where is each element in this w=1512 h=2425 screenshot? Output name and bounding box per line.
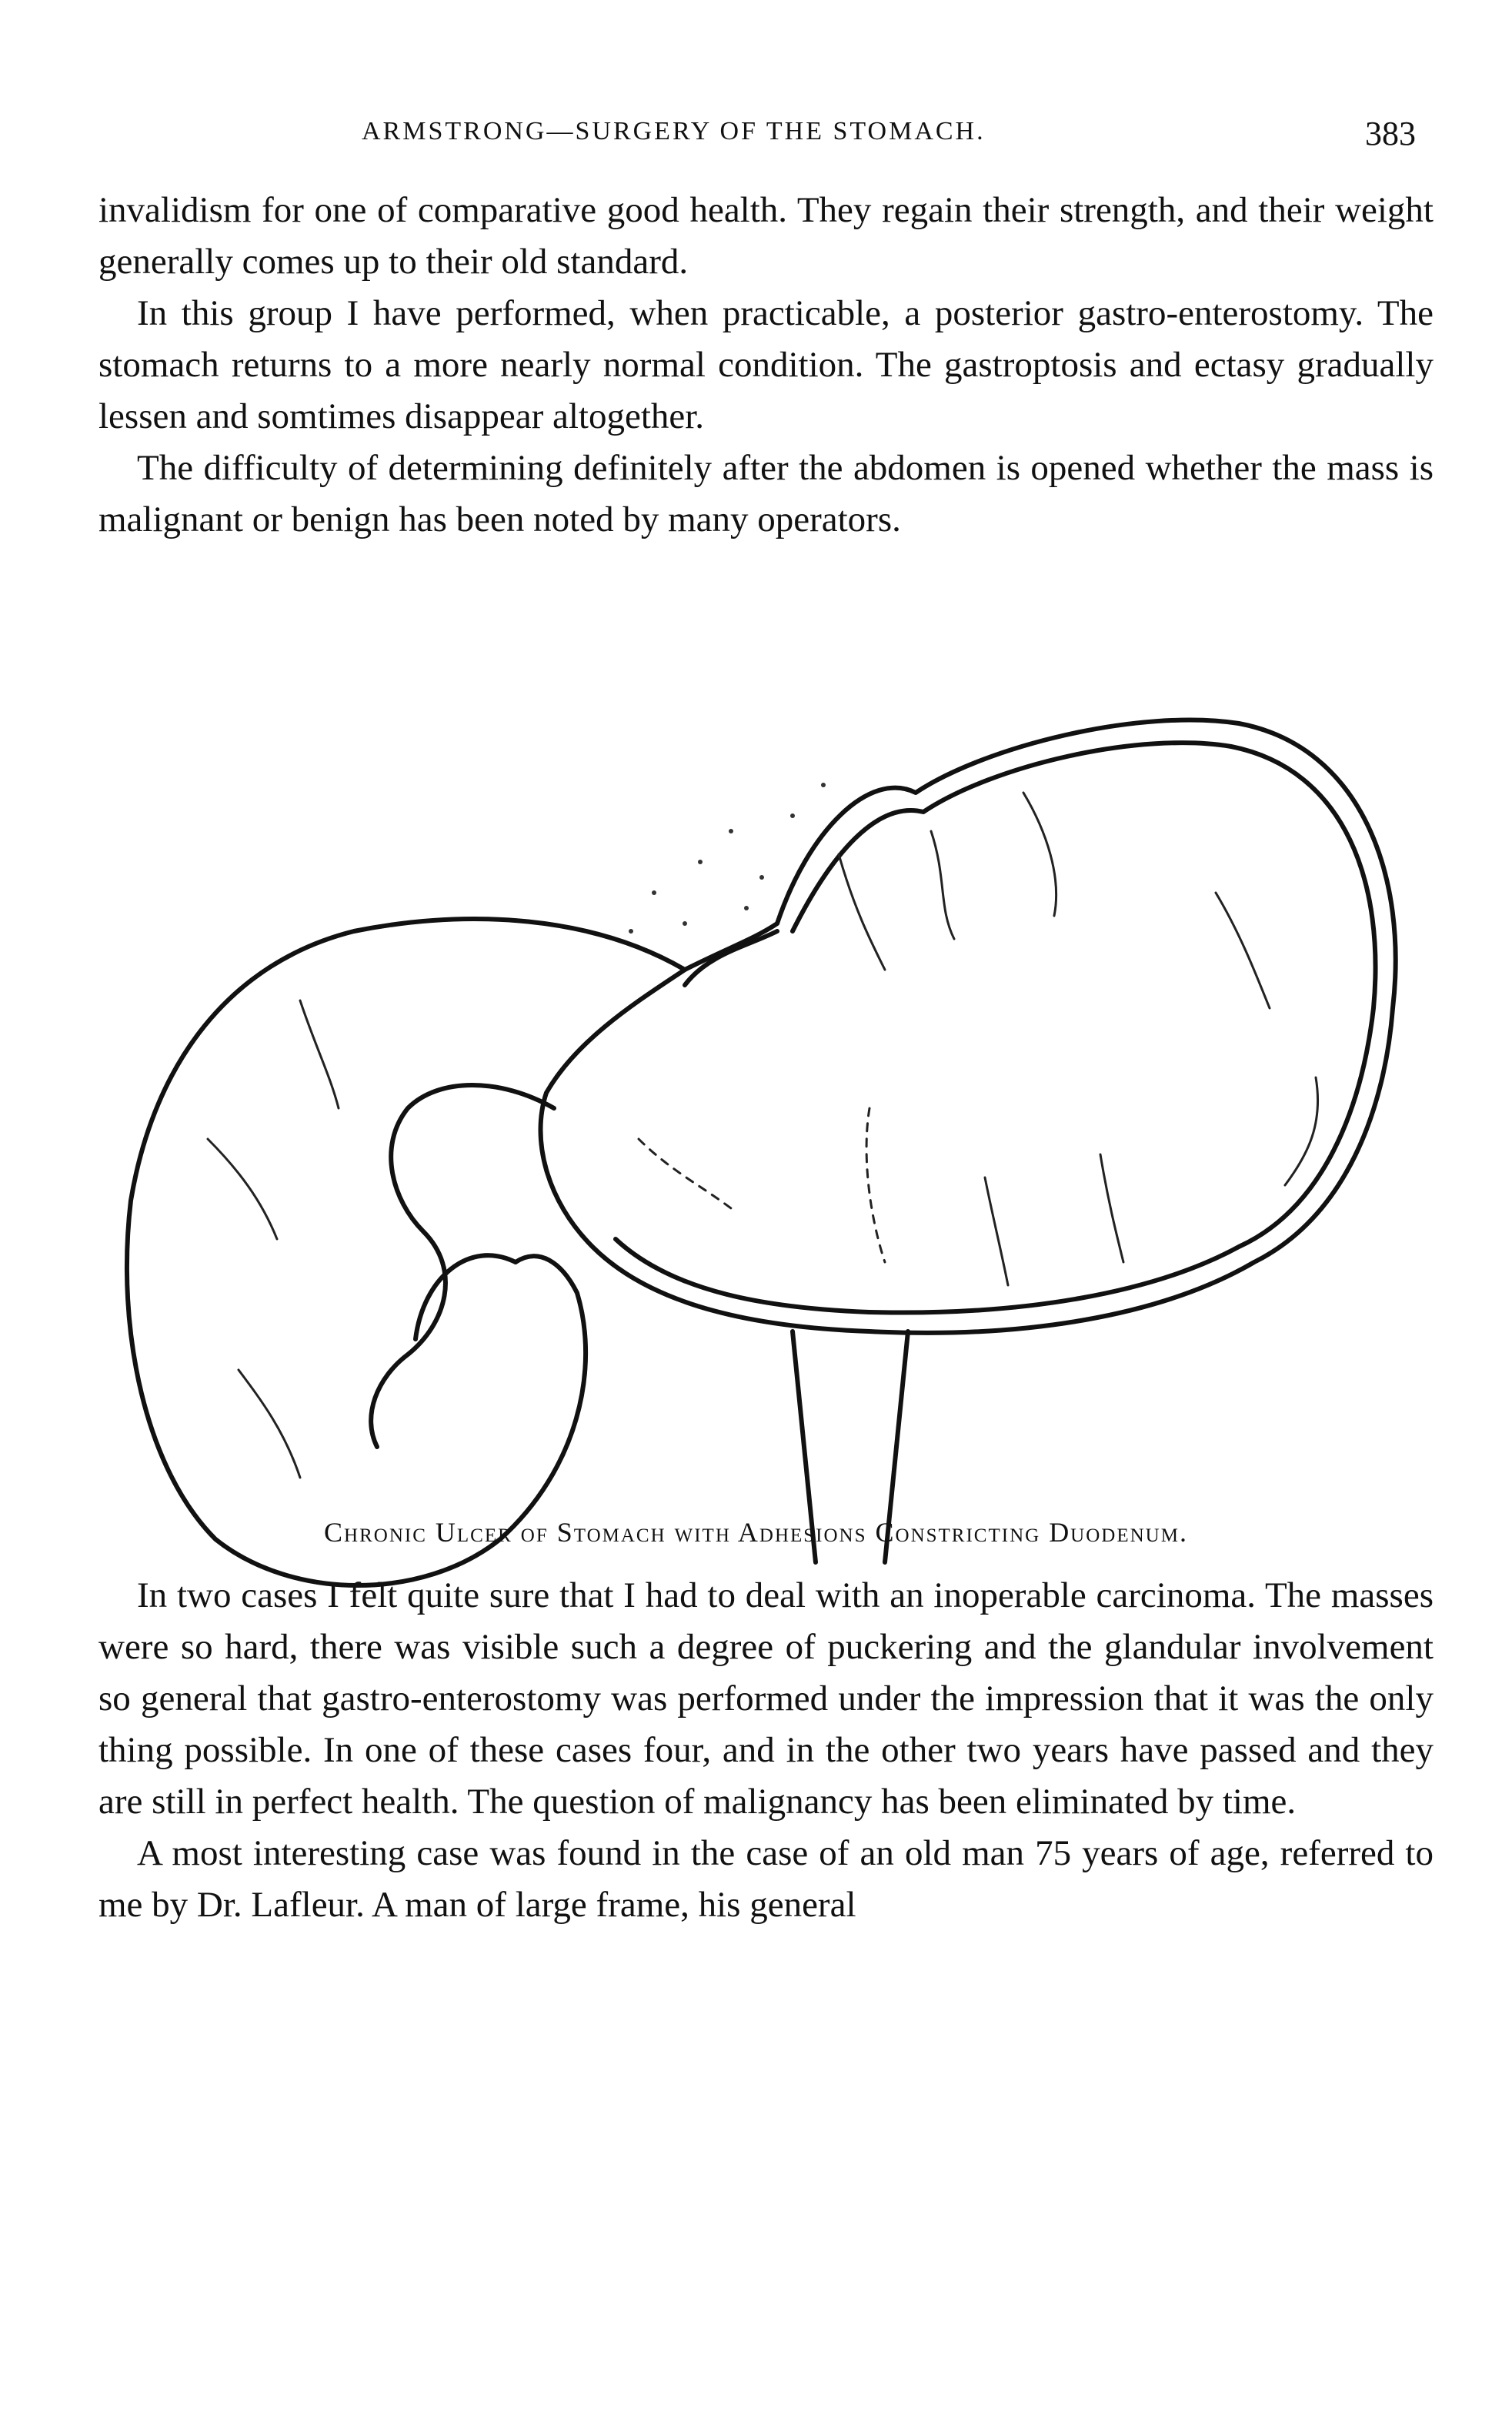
- body-text-bottom: [98, 1570, 1434, 1931]
- vessel-stroke: [866, 1108, 885, 1262]
- vessel-stroke: [839, 854, 885, 970]
- paragraph: invalidism for one of comparative good health. They regain their strength, and their weight generally comes up to their old standard.: [98, 190, 1434, 282]
- running-head: ARMSTRONG—SURGERY OF THE STOMACH.: [362, 117, 986, 145]
- vessel-stroke: [931, 831, 954, 939]
- vessel-stroke: [639, 1139, 731, 1208]
- vessel-stroke: [239, 1370, 300, 1478]
- paragraph: The difficulty of determining definitely after the abdomen is opened whether the mass is malignant or benign has been noted by many operators.: [98, 448, 1434, 539]
- vessel-stroke: [208, 1139, 277, 1239]
- page-header: [92, 114, 1431, 160]
- paragraph: In two cases I felt quite sure that I had to deal with an inoperable carcinoma. The masses were so hard, there was visible such a degree of puckering and the glandular involvement so general that gastro-enterostomy was performed under the impression that it was the only thing possible. In one of these cases four, and in the other two years have passed and they are still in perfect health. The question of malignancy has been eliminated by time.: [98, 1575, 1434, 1822]
- page-number: 383: [1365, 115, 1416, 152]
- vessel-stroke: [985, 1177, 1008, 1285]
- adhesion-mark: [685, 931, 777, 985]
- stomach-body-outline: [541, 720, 1396, 1333]
- duodenum-loop-inner: [371, 1085, 554, 1447]
- figure-caption: Chronic Ulcer of Stomach with Adhesions Constricting Duodenum.: [324, 1517, 1188, 1548]
- paragraph: In this group I have performed, when practicable, a posterior gastro-enterostomy. The stomach returns to a more nearly normal condition. The gastroptosis and ectasy gradually lessen and somtimes disappear altogether.: [98, 293, 1434, 436]
- vessel-stroke: [1023, 793, 1056, 916]
- vessel-stroke: [300, 1000, 339, 1108]
- body-text-top: [98, 185, 1434, 546]
- paragraph: A most interesting case was found in the case of an old man 75 years of age, referred to me by Dr. Lafleur. A man of large frame, his general: [98, 1833, 1434, 1925]
- vessel-stroke: [1216, 893, 1270, 1008]
- vessel-stroke: [1285, 1077, 1318, 1185]
- vessel-stroke: [1100, 1154, 1123, 1262]
